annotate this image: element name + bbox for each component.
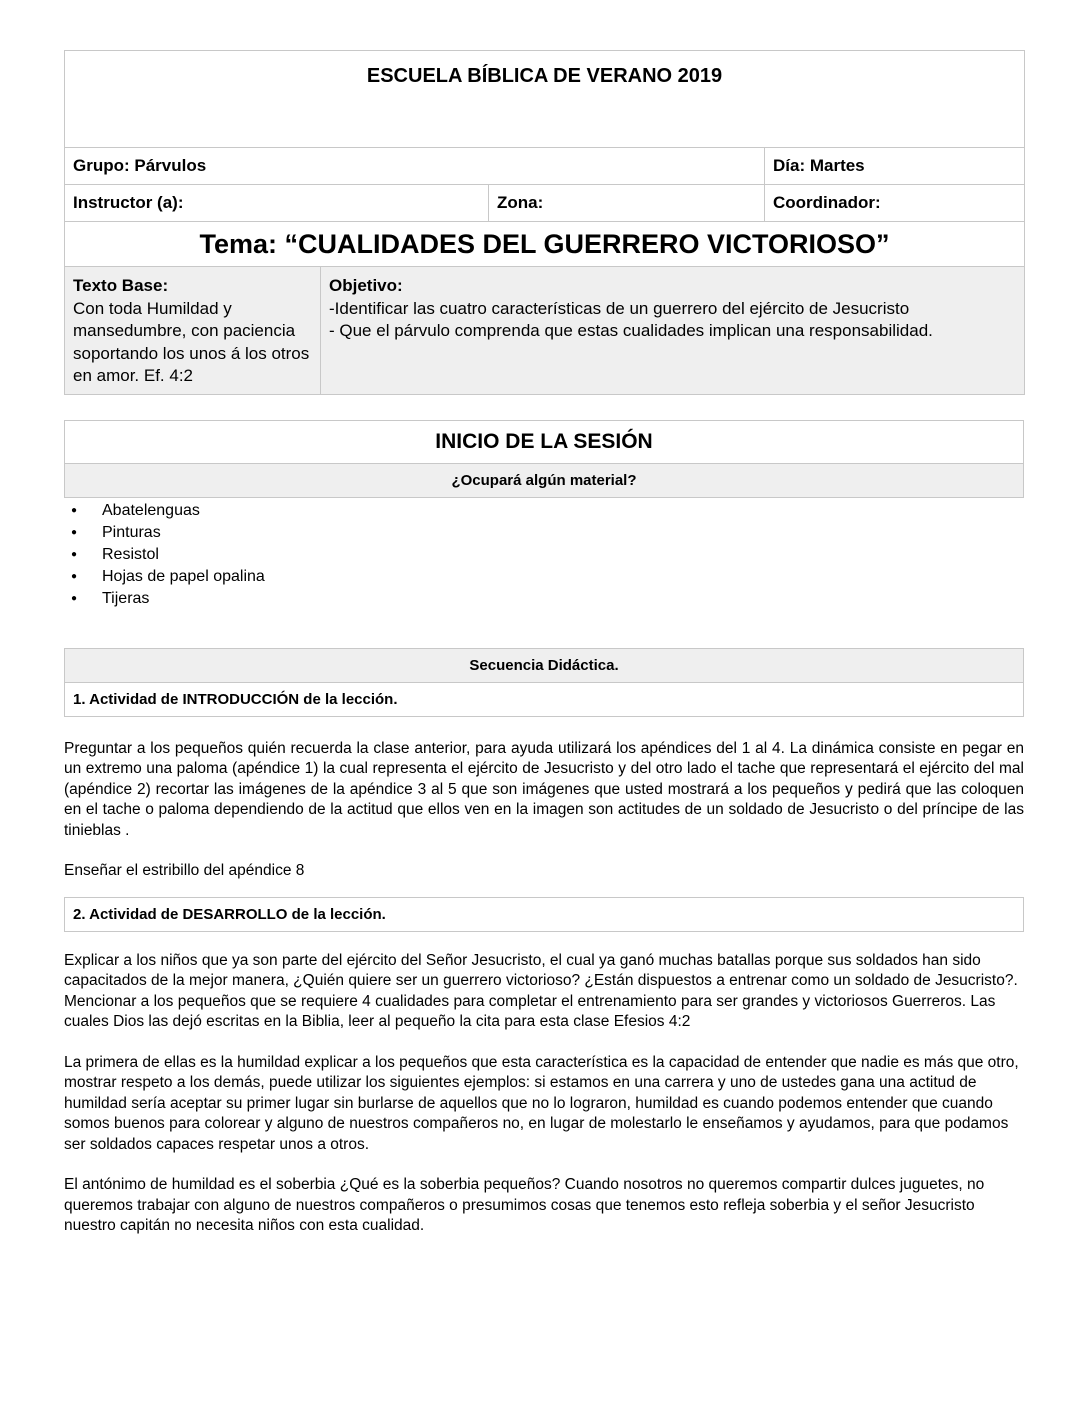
- secuencia-table: [64, 648, 1024, 717]
- instructor-field: Instructor (a):: [65, 185, 489, 222]
- list-item: ● Pinturas: [64, 522, 1024, 544]
- list-item: ● Tijeras: [64, 588, 1024, 610]
- list-item: ● Abatelenguas: [64, 500, 1024, 522]
- activity-1-heading: 1. Actividad de INTRODUCCIÓN de la lección.: [65, 682, 1024, 716]
- dia-field: Día: Martes: [765, 148, 1025, 185]
- activity-2-paragraph-3: El antónimo de humildad es el soberbia ¿Qué es la soberbia pequeños? Cuando nosotros no queremos compartir dulces juguetes, no queremos trabajar con alguno de nuestros compañeros o presumimos cosas que tenemos esto refleja soberbia y el señor Jesucristo nuestro capitán no necesita niños con esta cualidad.: [64, 1176, 985, 1234]
- texto-base-text: Con toda Humildad y mansedumbre, con paciencia soportando los unos á los otros en amor. Ef. 4:2: [73, 298, 310, 385]
- bullet-icon: ●: [71, 548, 78, 560]
- activity-2-paragraph-2: La primera de ellas es la humildad explicar a los pequeños que esta característica es la capacidad de entender que nadie es más que otro, mostrar respeto a los demás, puede utilizar los siguientes ejemplos: si estamos en una carrera y uno de ustedes gana una actitud de humildad sería aceptar su primer lugar sin burlarse de aquellos que no lo lograron, humildad es cuando podemos entender que cuando somos buenos para colorear y alguno de nuestros compañeros no, en lugar de molestarlo le enseñamos y ayudamos, para que podamos ser soldados capaces respetar unos a otros.: [64, 1053, 1019, 1153]
- zona-field: Zona:: [489, 185, 765, 222]
- objetivo-label: Objetivo:: [329, 276, 403, 295]
- texto-base-cell: [65, 267, 321, 395]
- inicio-heading: INICIO DE LA SESIÓN: [65, 420, 1024, 463]
- activity-1-paragraph: Preguntar a los pequeños quién recuerda la clase anterior, para ayuda utilizará los apéndices del 1 al 4. La dinámica consiste en pegar en un extremo una paloma (apéndice 1) la cual representa el ejército de Jesucristo y del otro lado el tache que representará el ejército del mal (apéndice 2) recortar las imágenes de la apéndice 3 al 5 que son imágenes que usted mostrará a los pequeños y pedirá que las coloquen en el tache o paloma dependiendo de la actitud que ellos ven en la imagen son actitudes de un soldado de Jesucristo o del príncipe de las tinieblas .: [64, 739, 1024, 839]
- list-item: ● Hojas de papel opalina: [64, 566, 1024, 588]
- tema-heading: Tema: “CUALIDADES DEL GUERRERO VICTORIOSO”: [65, 222, 1025, 267]
- texto-base-label: Texto Base:: [73, 276, 169, 295]
- objetivo-cell: [321, 267, 1025, 395]
- material-question: ¿Ocupará algún material?: [65, 463, 1024, 497]
- coordinador-field: Coordinador:: [765, 185, 1025, 222]
- inicio-table: [64, 420, 1024, 498]
- activity-2-heading: 2. Actividad de DESARROLLO de la lección.: [65, 897, 1024, 931]
- document-page: [64, 50, 1024, 1237]
- materials-list: [64, 500, 1024, 610]
- document-title: ESCUELA BÍBLICA DE VERANO 2019: [65, 51, 1025, 148]
- objetivo-line-2: - Que el párvulo comprenda que estas cualidades implican una responsabilidad.: [329, 321, 933, 340]
- bullet-icon: ●: [71, 592, 78, 604]
- secuencia-heading: Secuencia Didáctica.: [65, 648, 1024, 682]
- header-table: [64, 50, 1025, 395]
- bullet-icon: ●: [71, 570, 78, 582]
- bullet-icon: ●: [71, 526, 78, 538]
- list-item: ● Resistol: [64, 544, 1024, 566]
- bullet-icon: ●: [71, 504, 78, 516]
- grupo-field: Grupo: Párvulos: [65, 148, 765, 185]
- objetivo-line-1: -Identificar las cuatro características de un guerrero del ejército de Jesucristo: [329, 298, 910, 318]
- activity-2-table: [64, 897, 1024, 932]
- activity-1-estribillo: Enseñar el estribillo del apéndice 8: [64, 862, 305, 879]
- activity-2-paragraph-1: Explicar a los niños que ya son parte del ejército del Señor Jesucristo, el cual ya ganó muchas batallas porque sus soldados han sido capacitados de la mejor manera, ¿Quién quiere ser un guerrero victorioso? ¿Están dispuestos a entrenar como un soldado de Jesucristo?. Mencionar a los pequeños que se requiere 4 cualidades para completar el entrenamiento para ser grandes y victoriosos Guerreros. Las cuales Dios las dejó escritas en la Biblia, leer al pequeño la cita para esta clase Efesios 4:2: [64, 951, 1018, 1030]
